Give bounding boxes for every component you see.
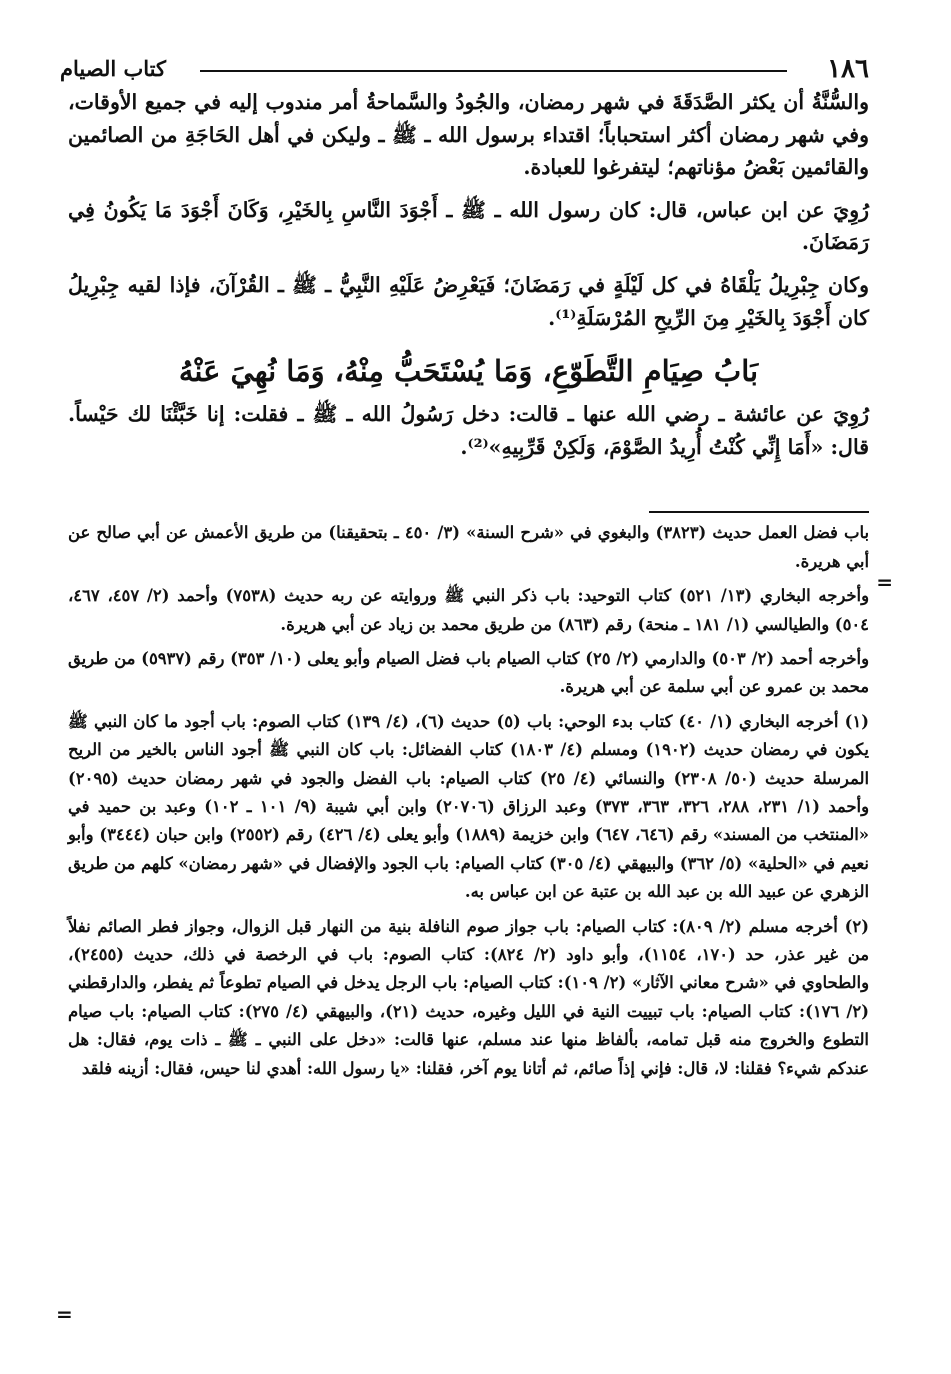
footnote-continuation-1: باب فضل العمل حديث (٣٨٢٣) والبغوي في «شرح السنة» (٣/ ٤٥٠ ـ بتحقيقنا) من طريق الأعمش عن أبي صالح عن أبي هريرة. (68, 523, 870, 571)
paragraph-jibril: وكان جِبْرِيلُ يَلْقَاهُ في كل لَيْلَةٍ في رَمَضَانَ؛ فَيَعْرِضُ عَلَيْهِ النَّبِيُّ ـ ﷺ ـ القُرْآنَ، فإذا لقيه جِبْرِيلُ كان أَجْوَدَ بِالخَيْرِ مِنَ الرِّيحِ المُرْسَلَةِ⁽¹⁾. (68, 272, 869, 330)
paragraph-aisha: رُوِيَ عن عائشة ـ رضي الله عنها ـ قالت: دخل رَسُولُ الله ـ ﷺ ـ فقلت: إنا خَبَّئْنَا لك حَيْساً. قال: «أَمَا إِنِّي كُنْتُ أُرِيدُ الصَّوْمَ، وَلَكِنْ قَرِّبِيهِ»⁽²⁾. (68, 402, 869, 459)
footnote-continuation-3: وأخرجه أحمد (٢/ ٥٠٣) والدارمي (٢/ ٢٥) كتاب الصيام باب فضل الصيام وأبو يعلى (١٠/ ٣٥٣) رقم (٥٩٣٧) من طريق محمد بن عمرو عن أبي سلمة عن أبي هريرة. (68, 648, 870, 697)
paragraph-ibn-abbas: رُوِيَ عن ابن عباس، قال: كان رسول الله ـ ﷺ ـ أَجْوَدَ النَّاسِ بِالخَيْرِ، وَكَانَ أَجْوَدَ مَا يَكُونُ فِي رَمَضَانَ. (68, 197, 869, 255)
page-number: ١٨٦ (827, 54, 869, 84)
continues-next-page-marker: = (56, 1302, 73, 1326)
footnotes (68, 519, 869, 1083)
paragraph-charity: والسُّنَّةُ أن يكثر الصَّدَقَةَ في شهر رمضان، والجُودُ والسَّماحةُ أمر مندوب إليه في جميع الأوقات، وفي شهر رمضان أكثر استحباباً؛ اقتداء برسول الله ـ ﷺ ـ وليكن في أهل الحَاجَةِ من الصائمين والقائمين بَعْضُ مؤناتهم؛ ليتفرغوا للعبادة. (68, 90, 869, 180)
footnote-separator (649, 511, 869, 513)
footnote-1: (١) أخرجه البخاري (١/ ٤٠) كتاب بدء الوحي: باب (٥) حديث (٦)، (٤/ ١٣٩) كتاب الصوم: باب أجود ما كان النبي ﷺ يكون في رمضان حديث (١٩٠٢) ومسلم (٤/ ١٨٠٣) كتاب الفضائل: باب كان النبي ﷺ أجود الناس بالخير من الريح المرسلة حديث (٥٠/ ٢٣٠٨) والنسائي (٤/ ٢٥) كتاب الصيام: باب الفضل والجود في شهر رمضان حديث (٢٠٩٥) وأحمد (١/ ٢٣١، ٢٨٨، ٣٢٦، ٣٦٣، ٣٧٣) وعبد الرزاق (٢٠٧٠٦) وابن أبي شيبة (٩/ ١٠١ ـ ١٠٢) وعبد بن حميد في «المنتخب من المسند» رقم (٦٤٦، ٦٤٧) وابن خزيمة (١٨٨٩) وأبو يعلى (٤/ ٤٢٦) رقم (٢٥٥٢) وابن حبان (٣٤٤٤) وأبو نعيم في «الحلية» (٥/ ٣٦٢) والبيهقي (٤/ ٣٠٥) كتاب الصيام: باب الجود والإفضال في «شهر رمضان» كلهم من طريق الزهري عن عبيد الله بن عبد الله بن عتبة عن ابن عباس به. (68, 711, 870, 902)
header-rule (200, 70, 787, 72)
running-title: كتاب الصيام (60, 56, 166, 81)
chapter-title: بَابُ صِيَامِ التَّطَوّعِ، وَمَا يُسْتَحَبُّ مِنْهُ، وَمَا نُهِيَ عَنْهُ (178, 354, 759, 389)
page-header (60, 52, 869, 86)
continuation-marker: = (876, 570, 893, 594)
footnote-2: (٢) أخرجه مسلم (٢/ ٨٠٩): كتاب الصيام: باب جواز صوم النافلة بنية من النهار قبل الزوال، وجواز فطر الصائم نفلاً من غير عذر، حد (١٧٠، ١١٥٤)، وأبو داود (٢/ ٨٢٤): كتاب الصوم: باب في الرخصة في ذلك، حديث (٢٤٥٥)، والطحاوي في «شرح معاني الآثار» (٢/ ١٠٩): كتاب الصيام: باب الرجل يدخل في الصيام تطوعاً ثم يفطر، والدارقطني (٢/ ١٧٦): كتاب الصيام: باب تبييت النية في الليل وغيره، حديث (٢١)، والبيهقي (٤/ ٢٧٥): كتاب الصيام: باب صيام التطوع والخروج منه قبل تمامه، بألفاظ منها عند مسلم، عنها قالت: «دخل على النبي ـ ﷺ ـ ذات يوم، فقال: هل عندكم شيء؟ فقلنا: لا، قال: فإني إذاً صائم، ثم أتانا يوم آخر، فقلنا: «يا رسول الله: أهدي لنا حيس، فقال: أزينه فلقد (68, 916, 869, 1078)
main-text (68, 86, 869, 463)
page-body (68, 86, 869, 1083)
footnote-continuation-2: وأخرجه البخاري (١٣/ ٥٢١) كتاب التوحيد: باب ذكر النبي ﷺ وروايته عن ربه حديث (٧٥٣٨) وأحمد (٢/ ٤٥٧، ٤٦٧، ٥٠٤) والطيالسي (١/ ١٨١ ـ منحة) رقم (٨٦٣) من طريق محمد بن زياد عن أبي هريرة. (68, 586, 869, 634)
